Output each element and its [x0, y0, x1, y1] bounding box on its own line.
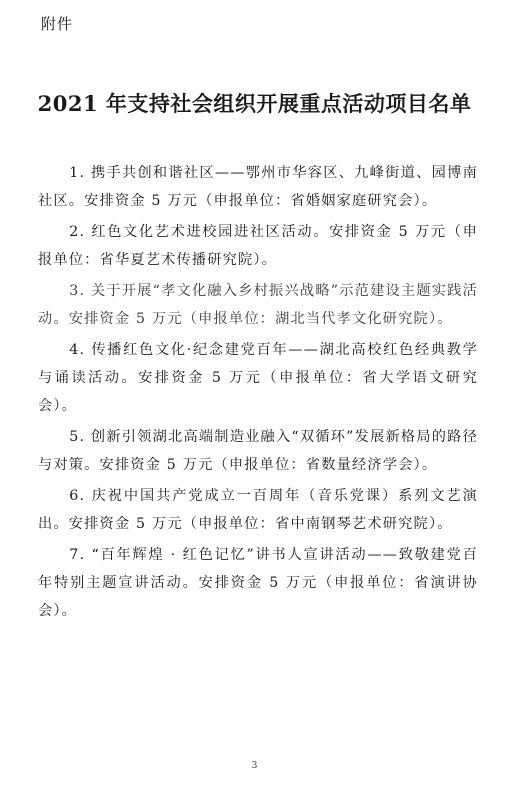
project-item-5: 5. 创新引领湖北高端制造业融入“双循环”发展新格局的路径与对策。安排资金 5 万元（申报单位：省数量经济学会）。 — [38, 429, 478, 473]
page-number: 3 — [251, 761, 258, 771]
project-item-7: 7. “百年辉煌 · 红色记忆”讲书人宣讲活动——致敬建党百年特别主题宣讲活动。安排资金 5 万元（申报单位：省演讲协会）。 — [38, 547, 478, 619]
document-title: 2021 年支持社会组织开展重点活动项目名单 — [37, 91, 472, 116]
project-item-1: 1. 携手共创和谐社区——鄂州市华容区、九峰街道、园博南社区。安排资金 5 万元（申报单位：省婚姻家庭研究会）。 — [38, 165, 478, 209]
project-item-4: 4. 传播红色文化·纪念建党百年——湖北高校红色经典教学与诵读活动。安排资金 5 万元（申报单位：省大学语文研究会）。 — [38, 342, 478, 414]
project-item-3: 3. 关于开展“孝文化融入乡村振兴战略”示范建设主题实践活动。安排资金 5 万元（申报单位：湖北当代孝文化研究院）。 — [38, 283, 478, 327]
project-list — [38, 159, 478, 628]
project-item-6: 6. 庆祝中国共产党成立一百周年（音乐党课）系列文艺演出。安排资金 5 万元（申报单位：省中南钢琴艺术研究院）。 — [38, 488, 478, 532]
project-item-2: 2. 红色文化艺术进校园进社区活动。安排资金 5 万元（申报单位：省华夏艺术传播研究院）。 — [38, 224, 478, 268]
attachment-label: 附件 — [41, 15, 74, 33]
